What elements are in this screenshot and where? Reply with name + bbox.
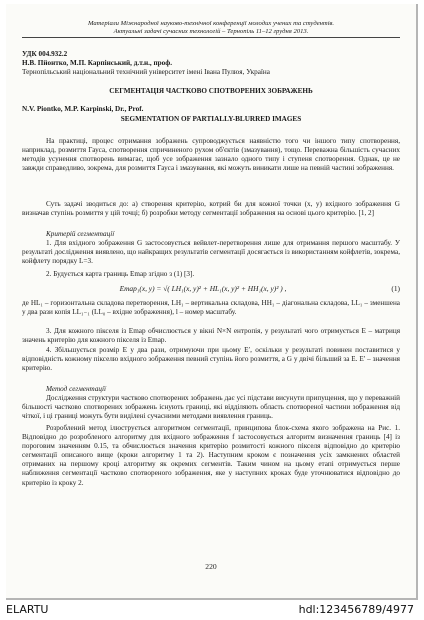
authors-ukrainian: Н.В. Пйонтко, М.П. Карпінський, д.т.н., проф.: [22, 59, 173, 67]
criterion-step-2: 2. Будується карта границь Emap згідно з (1) [3].: [46, 270, 195, 278]
formula-definitions: де HL₁ – горизонтальна складова перетворення, LH₁ – вертикальна складова, HH₁ – діагональна складова, LL₁ – зменшена у два рази копія LL₁₋₁ (LL₀ – вхідне зображення), l – номер масштабу.: [22, 299, 400, 317]
affiliation: Тернопільський національний технічний університет імені Івана Пулюя, Україна: [22, 68, 270, 76]
formula-1: [6, 283, 400, 295]
udc-code: УДК 004.932.2: [22, 50, 68, 58]
formula-number: (1): [391, 284, 400, 293]
authors-english: N.V. Piontko, M.P. Karpinski, Dr., Prof.: [22, 105, 144, 113]
body-paragraph-4: Розроблений метод ілюструється алгоритмом сегментації, принципова блок-схема якого зображена на Рис. 1. Відповідно до розробленого алгоритму для вхідного зображення f застосовується алгоритм визначення границь [4] із пороговим значенням 0.15, та обчислюється значення критерію розмитості кожного пікселя відповідно до критерію сегментації описаного вище (кроки алгоритму 1 та 2). Наступним кроком є позначення усіх замкнених областей отриманих на першому кроці алгоритму як окремих сегментів. Таким чином на цьому етапі отримується перше наближення сегментації частково спотвореного зображення, яке у наступних кроках буде уточнюватися відповідно до критерію із кроку 2.: [22, 424, 400, 487]
criterion-step-1: 1. Для вхідного зображення G застосовується вейвлет-перетворення лише для отримання першого масштабу. У результаті дослідження виявлено, що найкращих результатів сегментації досягається із використанням койфлетів, зокрема, койфлету порядку L=3.: [22, 239, 400, 266]
formula-expression: Emap₁(x, y) = √( LH₁(x, y)² + HL₁(x, y)² + HH₁(x, y)² ) ,: [119, 284, 287, 293]
body-paragraph-2: Суть задачі зводиться до: а) створення критерію, котрий би для кожної точки (x, y) вхідного зображення G визначав ступінь розмиття у цій точці; б) розробки методу сегментації зображення на основі цього критерію. [1, 2]: [22, 200, 400, 218]
repository-name: ELARTU: [6, 603, 49, 616]
repository-footer: [0, 600, 424, 620]
header-proceedings-line: Актуальні задачі сучасних технологій – Тернопіль 11–12 грудня 2013.: [113, 28, 309, 35]
page-number: 220: [205, 562, 217, 571]
body-paragraph-3: Дослідження структури частково спотворених зображень дає усі підстави висунути припущення, що у переважній більшості частково спотворених зображень існують границі, які відділяють область спотвореної частини зображення від чіткої, і ці границі можуть бути виділені сучасними методами виявлення границь.: [22, 394, 400, 421]
section-heading-method: Метод сегментації: [46, 385, 106, 393]
document-page: [6, 4, 418, 600]
header-conference-line: Матеріали Міжнародної науково-технічної конференції молодих учених та студентів.: [87, 20, 335, 27]
criterion-step-4: 4. Збільшується розмір E у два рази, отримуючи при цьому E′, оскільки у результаті повинен поставитися у відповідність кожному пікселю вхідного зображення певний ступінь його розмиття, а G у двічі більший за E. E′ – значення критерію.: [22, 346, 400, 373]
header-divider: [22, 37, 400, 38]
section-heading-criterion: Критерій сегментації: [46, 230, 115, 238]
paper-title-ukrainian: СЕГМЕНТАЦІЯ ЧАСТКОВО СПОТВОРЕНИХ ЗОБРАЖЕНЬ: [109, 87, 313, 95]
handle-identifier: hdl:123456789/4977: [298, 603, 414, 616]
criterion-step-3: 3. Для кожного пікселя із Emap обчислюється у вікні N×N ентропія, у результаті чого отримується E – матриця значень критерію для кожного пікселя із Emap.: [22, 327, 400, 345]
body-paragraph-1: На практиці, процес отримання зображень супроводжується наявністю того чи іншого типу спотворення, наприклад, розмиття Гауса, спотворення спричиненого рухом об'єктів (змазування), тощо. Переважна більшість сучасних методів усунення спотворень вимагає, щоб усе зображення зазнало одного типу і ступеня спотворення. Однак, це не завжди справедливо, зокрема, для розмиття Гауса і змазування, які можуть виникати лише на певній частині зображення.: [22, 137, 400, 173]
paper-title-english: SEGMENTATION OF PARTIALLY-BLURRED IMAGES: [120, 115, 302, 123]
